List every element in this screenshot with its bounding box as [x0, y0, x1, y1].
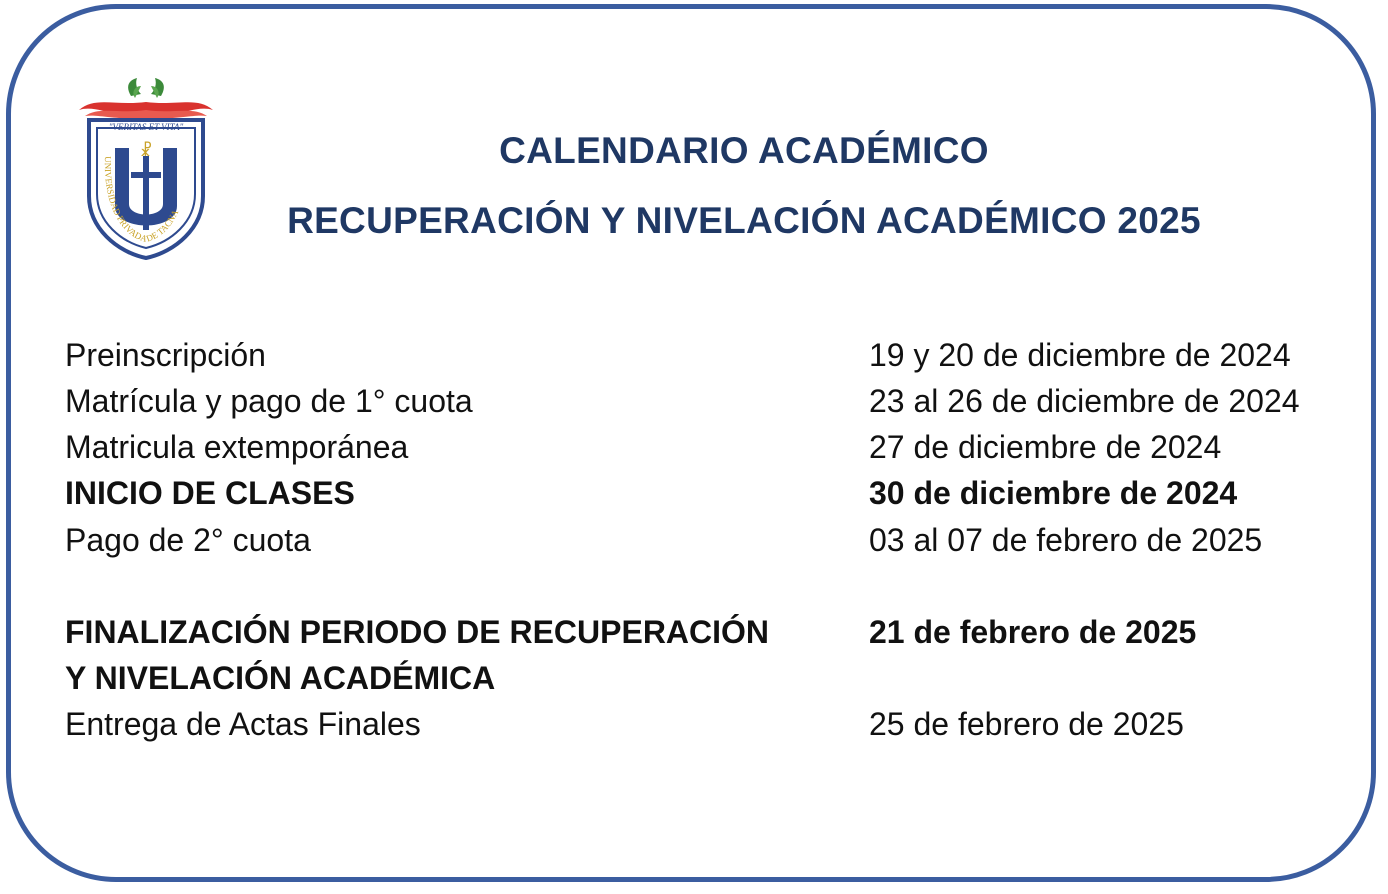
logo-motto: "VERITAS ET VITA" [108, 122, 184, 132]
schedule-label: Entrega de Actas Finales [65, 706, 421, 742]
schedule-label-line2: Y NIVELACIÓN ACADÉMICA [65, 660, 496, 696]
schedule-label: Matrícula y pago de 1° cuota [65, 383, 473, 419]
schedule-label: INICIO DE CLASES [65, 475, 355, 511]
schedule-label: Preinscripción [65, 337, 266, 373]
schedule-date: 21 de febrero de 2025 [869, 614, 1197, 650]
svg-text:☧: ☧ [139, 141, 153, 160]
schedule-date: 19 y 20 de diciembre de 2024 [869, 337, 1291, 373]
schedule-date: 03 al 07 de febrero de 2025 [869, 522, 1263, 558]
schedule-label-line1: FINALIZACIÓN PERIODO DE RECUPERACIÓN [65, 614, 770, 650]
schedule-label: Pago de 2° cuota [65, 522, 311, 558]
page-title: CALENDARIO ACADÉMICO [499, 130, 989, 171]
page-subtitle: RECUPERACIÓN Y NIVELACIÓN ACADÉMICO 2025 [287, 200, 1201, 241]
schedule-date: 27 de diciembre de 2024 [869, 429, 1222, 465]
schedule-date: 25 de febrero de 2025 [869, 706, 1184, 742]
schedule-label: Matricula extemporánea [65, 429, 409, 465]
logo-ring-text: UNIVERSIDAD PRIVADA DE TACNA [102, 156, 181, 245]
schedule-label [65, 609, 855, 701]
schedule-date: 30 de diciembre de 2024 [869, 475, 1238, 511]
schedule-date: 23 al 26 de diciembre de 2024 [869, 383, 1300, 419]
